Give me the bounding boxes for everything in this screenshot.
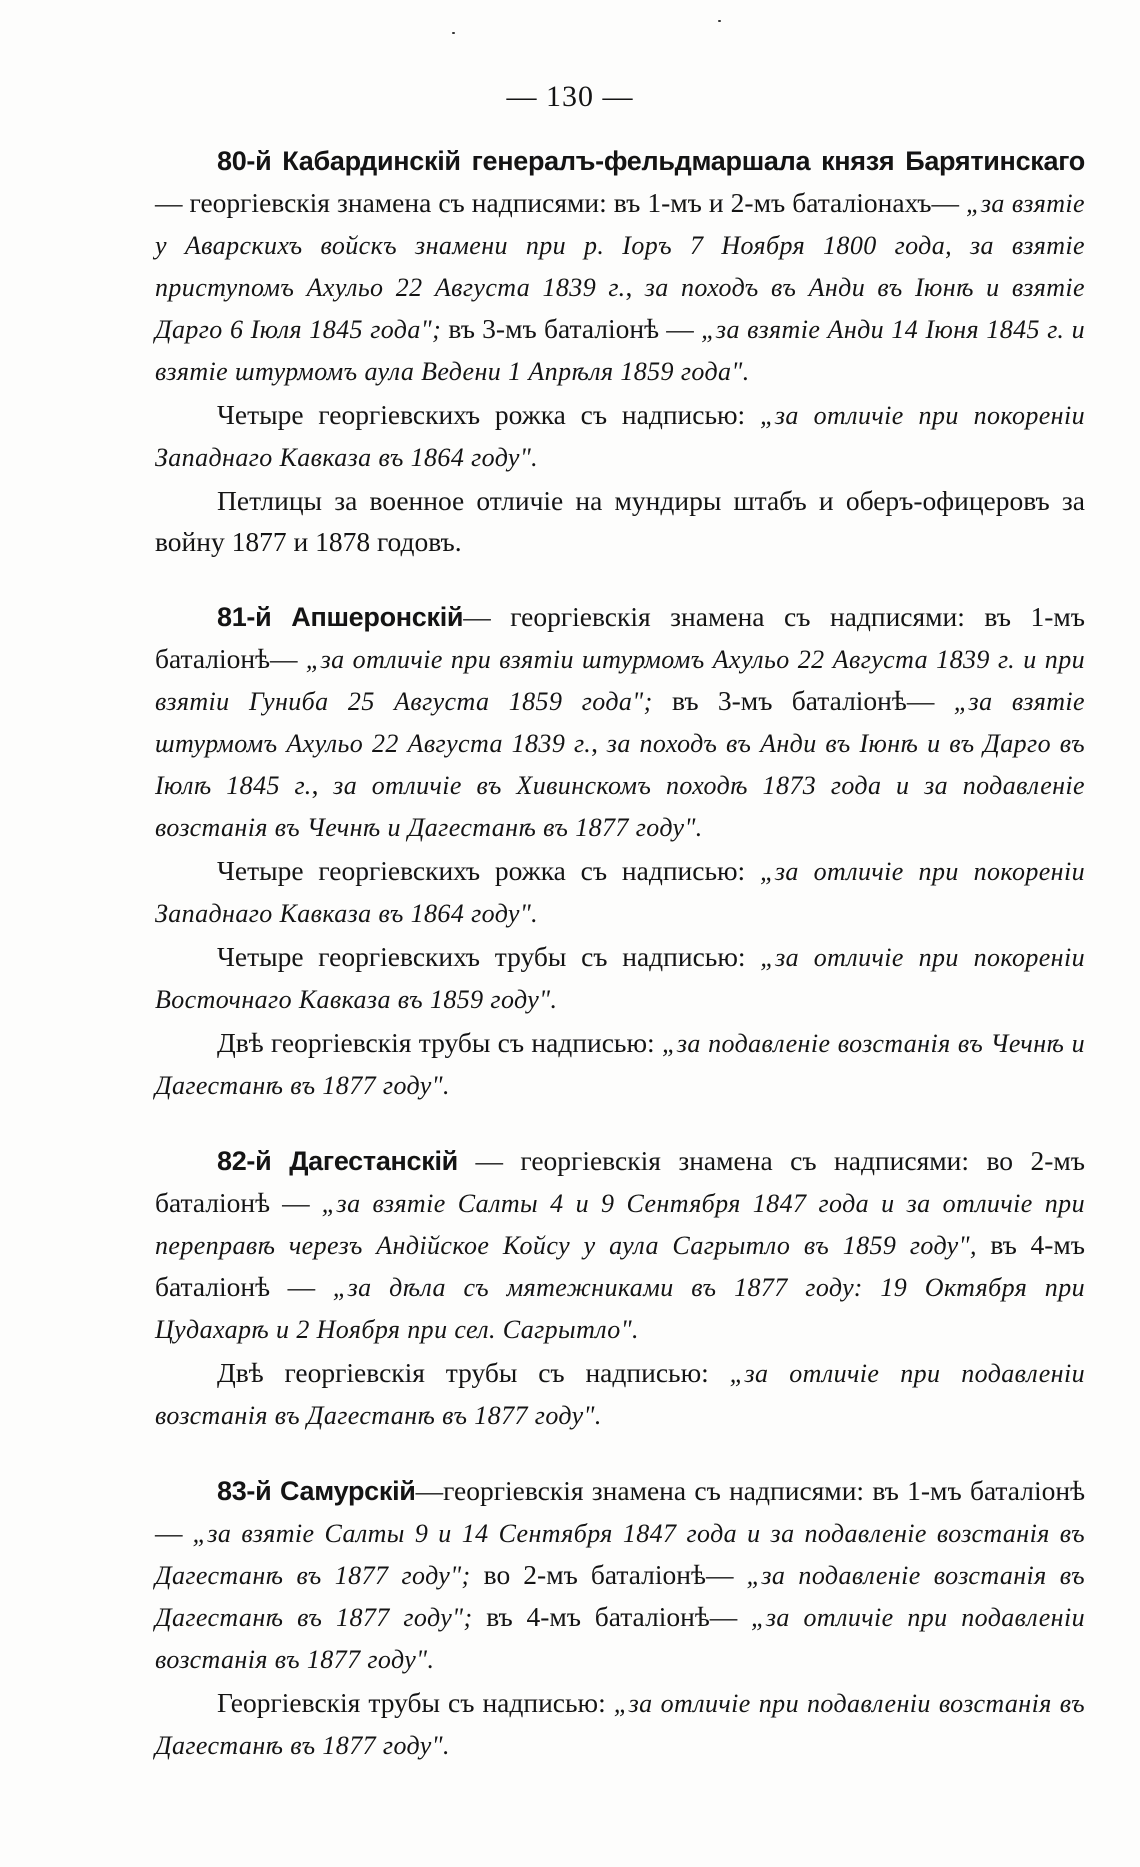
regiment-entry [155,1470,1085,1766]
regiment-heading: 81-й Апшеронскій [217,602,464,632]
honor-paragraph [155,480,1085,562]
honor-paragraph [155,1022,1085,1106]
regiment-description [155,140,1085,392]
inscription-text: за походъ въ Анди въ Іюнѣ и взятіе Дарго 6 Іюля 1845 года"; [155,273,1085,344]
print-speck [452,32,455,34]
regiment-description [155,1140,1085,1350]
body-text: въ 4-мъ баталіонѣ — [155,1229,1085,1302]
inscription-text: „за дѣла съ мятежниками въ 1877 году: 19 Октября при Цудахарѣ и 2 Ноября при сел. Сагрытло". [155,1273,1085,1344]
body-text: Четыре георгіевскихъ рожка съ надписью: [217,399,760,430]
body-text: Четыре георгіевскихъ трубы съ надписью: [217,941,761,972]
inscription-text: „за взятіе Салты 9 и 14 Сентября 1847 года и за подавленіе возстанія въ Дагестанѣ въ 1877 году"; [155,1519,1085,1590]
body-text: — георгіевскія знамена съ надписями: въ 1-мъ и 2-мъ баталіонахъ— [155,187,967,218]
body-text: въ 3-мъ баталіонѣ— [652,685,954,716]
print-speck [718,20,721,22]
inscription-text: за отличіе въ Хивинскомъ походѣ 1873 года и за подавленіе возстанія въ Чечнѣ и Дагестанѣ въ 1877 году". [155,771,1085,842]
body-text: , [625,271,645,302]
inscription-text: за походъ въ Анди въ Іюнѣ и въ Дарго въ Іюлѣ 1845 г. [155,729,1086,800]
inscription-text: „за взятіе Салты 4 и 9 Сентября 1847 года и за отличіе при переправѣ черезъ Андійское Койсу у аула Сагрытло въ 1859 году", [155,1189,1085,1260]
body-text: — георгіевскія знамена съ надписями: во 2-мъ баталіонѣ — [155,1145,1086,1218]
page-content [155,140,1085,1800]
body-text: во 2-мъ баталіонѣ— [470,1559,747,1590]
inscription-text: „за отличіе при подавленіи возстанія въ Дагестанѣ въ 1877 году". [155,1689,1085,1760]
honor-paragraph [155,850,1085,934]
inscription-text: „за взятіе у Аварскихъ войскъ знамени при р. Іоръ 7 Ноября 1800 года, за взятіе приступомъ Ахульо 22 Августа 1839 г. [155,189,1085,302]
body-text: въ 4-мъ баталіонѣ— [472,1601,751,1632]
inscription-text: „за отличіе при покореніи Западнаго Кавказа въ 1864 году". [155,857,1086,928]
body-text: Четыре георгіевскихъ рожка съ надписью: [217,855,760,886]
regiment-description [155,596,1085,848]
inscription-text: „за отличіе при покореніи Восточнаго Кавказа въ 1859 году". [155,943,1086,1014]
regiment-heading: 82-й Дагестанскій [217,1146,458,1176]
inscription-text: „за отличіе при подавленіи возстанія въ 1877 году". [155,1603,1085,1674]
body-text: , [591,727,607,758]
regiment-description [155,1470,1085,1680]
honor-paragraph [155,394,1085,478]
body-text: Двѣ георгіевскія трубы съ надписью: [217,1027,662,1058]
inscription-text: „за подавленіе возстанія въ Дагестанѣ въ 1877 году"; [155,1561,1085,1632]
inscription-text: „за отличіе при взятіи штурмомъ Ахульо 22 Августа 1839 г. и при взятіи Гуниба 25 Августа 1859 года"; [155,645,1085,716]
inscription-text: „за взятіе Анди 14 Іюня 1845 г. и взятіе штурмомъ аула Ведени 1 Апрѣля 1859 года". [155,315,1085,386]
regiment-entry [155,140,1085,562]
regiment-entry [155,596,1085,1106]
regiment-heading: 83-й Самурскій [217,1476,416,1506]
inscription-text: „за отличіе при подавленіи возстанія въ Дагестанѣ въ 1877 году". [155,1359,1086,1430]
body-text: Петлицы за военное отличіе на мундиры штабъ и оберъ-офицеровъ за войну 1877 и 1878 годовъ. [155,485,1085,557]
honor-paragraph [155,936,1085,1020]
honor-paragraph [155,1682,1085,1766]
regiment-entry [155,1140,1085,1436]
regiment-heading: 80-й Кабардинскій генералъ-фельдмаршала князя Барятинскаго [217,146,1085,176]
body-text: въ 3-мъ баталіонѣ — [441,313,702,344]
page-number: — 130 — [506,80,634,113]
honor-paragraph [155,1352,1085,1436]
body-text: , [311,769,334,800]
body-text: — георгіевскія знамена съ надписями: въ 1-мъ баталіонѣ— [155,601,1085,674]
inscription-text: „за подавленіе возстанія въ Чечнѣ и Дагестанѣ въ 1877 году". [155,1029,1086,1100]
body-text: —георгіевскія знамена съ надписями: въ 1-мъ баталіонѣ— [155,1475,1085,1548]
body-text: Георгіевскія трубы съ надписью: [217,1687,614,1718]
inscription-text: „за отличіе при покореніи Западнаго Кавказа въ 1864 году". [155,401,1086,472]
body-text: Двѣ георгіевскія трубы съ надписью: [217,1357,730,1388]
inscription-text: „за взятіе штурмомъ Ахульо 22 Августа 1839 г. [155,687,1085,758]
